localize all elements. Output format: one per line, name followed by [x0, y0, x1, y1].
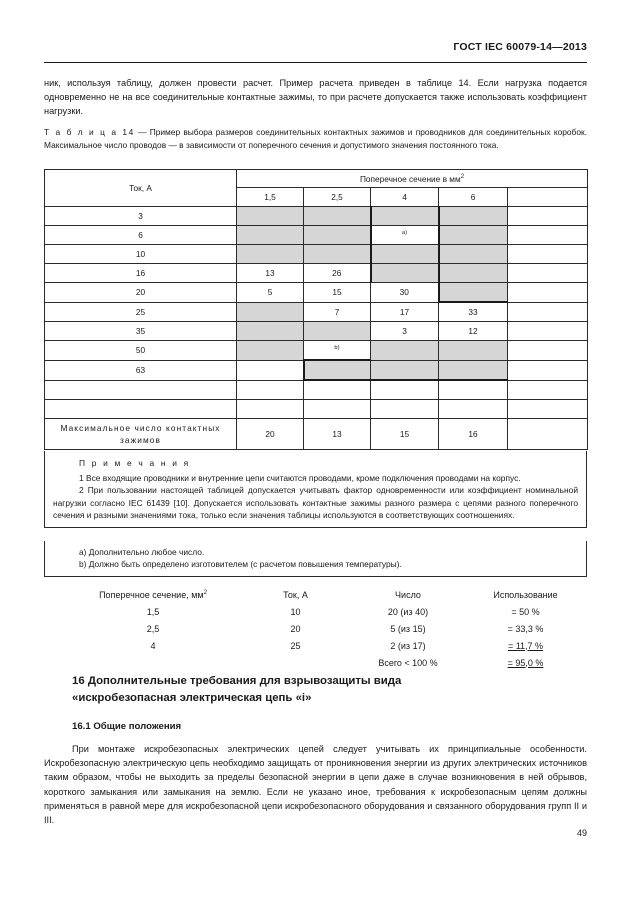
calc-row: [58, 603, 578, 620]
calc-total-usage: [473, 654, 578, 671]
calc-cell-current: 25: [290, 640, 301, 651]
cell-count: [508, 226, 588, 245]
cell-count: [508, 322, 588, 341]
calc-header-section-text: Поперечное сечение, мм: [99, 589, 204, 600]
calc-header-count: Число: [395, 589, 421, 600]
cell-count: [237, 341, 304, 361]
underlined-value: = 11,7 %: [507, 640, 544, 651]
cell-current: 10: [45, 245, 237, 264]
cell-count: [439, 283, 508, 303]
cell-count: [508, 207, 588, 226]
cell-count: [371, 360, 439, 380]
cell-count: [439, 264, 508, 283]
clamp-size-table: [44, 169, 588, 450]
max-clamps-label: Максимальное число контактных зажимов: [45, 419, 237, 450]
intro-paragraph: ник, используя таблицу, должен провести расчет. Пример расчета приведен в таблице 14. Если нагрузка подается одновременно не на все соединительные контактные зажимы, то при расчете допускается также использовать коэффициент нагрузки.: [44, 78, 587, 117]
underlined-value: = 95,0 %: [507, 657, 544, 668]
cell-current: 3: [45, 207, 237, 226]
cell-count: 7: [304, 302, 371, 322]
header-divider: [44, 62, 587, 63]
section-heading: [72, 673, 587, 707]
cell-current: 20: [45, 283, 237, 303]
table-row: [45, 360, 588, 380]
header-section-col-2: 4: [371, 188, 439, 207]
max-clamps-value: 20: [237, 419, 304, 450]
note-item: 2 При пользовании настоящей таблицей допускается учитывать фактор одновременности или коэффициент номинальной нагрузки согласно IEC 61439 [10]. Допускается использовать контактные зажимы разного размера с цепями разного поперечного сечения и разными значениями тока, только если значения таблицы используются в соответствующих соотношениях.: [53, 485, 578, 521]
footnote-b: b) Должно быть определено изготовителем (с расчетом повышения температуры).: [79, 559, 402, 570]
calc-cell-count: 20 (из 40): [387, 606, 429, 617]
cell-count: [371, 226, 439, 245]
calc-header-row: [58, 586, 578, 603]
cell-count: [439, 360, 508, 380]
table-row: [45, 245, 588, 264]
calc-cell-usage: = 50 %: [511, 606, 540, 617]
footnote-marker: b): [334, 345, 340, 352]
header-cross-section: [237, 170, 588, 188]
calc-cell-current: 20: [290, 623, 301, 634]
table-row: [45, 207, 588, 226]
cell-count: [508, 264, 588, 283]
calc-header-section-superscript: 2: [203, 589, 207, 596]
table-row: [45, 302, 588, 322]
cell-count: 13: [237, 264, 304, 283]
table-foot: [45, 419, 588, 450]
cell-count: [439, 207, 508, 226]
calc-cell-usage: [473, 637, 578, 654]
cell-count: [237, 207, 304, 226]
cell-current: 16: [45, 264, 237, 283]
cell-count: [508, 341, 588, 361]
cell-count: [237, 380, 304, 400]
cell-count: [304, 380, 371, 400]
calc-cell-count: 5 (из 15): [390, 623, 426, 634]
cell-current: 35: [45, 322, 237, 341]
table-row: [45, 400, 588, 419]
cell-current: [45, 400, 237, 419]
cell-current: 25: [45, 302, 237, 322]
calc-header-usage: Использование: [493, 589, 558, 600]
header-section-col-3: 6: [439, 188, 508, 207]
cell-count: [508, 283, 588, 303]
max-clamps-value: 13: [304, 419, 371, 450]
calc-cell-section: 2,5: [146, 623, 160, 634]
calc-total-spacer: [248, 654, 343, 671]
footnotes-box: [44, 541, 587, 577]
calc-total-label: Всего < 100 %: [378, 657, 438, 668]
cell-count: [237, 226, 304, 245]
cell-count: 5: [237, 283, 304, 303]
header-cross-section-text: Поперечное сечение в мм: [359, 173, 461, 184]
example-calculation-table: [58, 586, 578, 671]
cell-count: [508, 302, 588, 322]
table-header-row-1: [45, 170, 588, 188]
page-header-standard-id: ГОСТ IEC 60079-14—2013: [453, 41, 587, 53]
cell-count: [304, 360, 371, 380]
cell-count: [237, 322, 304, 341]
cell-count: [304, 341, 371, 361]
cell-count: [508, 245, 588, 264]
header-cross-section-superscript: 2: [460, 173, 465, 180]
cell-count: [439, 226, 508, 245]
cell-count: [439, 245, 508, 264]
section-heading-line-2: «искробезопасная электрическая цепь «i»: [72, 692, 312, 704]
cell-count: [304, 207, 371, 226]
cell-count: 17: [371, 302, 439, 322]
table-row: [45, 226, 588, 245]
calc-header-section: [58, 586, 248, 603]
header-section-col-1: 2,5: [304, 188, 371, 207]
table-row: [45, 341, 588, 361]
section-heading-line-1: 16 Дополнительные требования для взрывозащиты вида: [72, 675, 402, 687]
cell-count: [304, 226, 371, 245]
calc-cell-section: 1,5: [146, 606, 160, 617]
cell-count: 15: [304, 283, 371, 303]
calc-head: [58, 586, 578, 603]
max-clamps-value: 16: [439, 419, 508, 450]
table-row: [45, 283, 588, 303]
table-row: [45, 264, 588, 283]
header-section-col-4: [508, 188, 588, 207]
calc-total-spacer: [58, 654, 248, 671]
cell-count: 12: [439, 322, 508, 341]
calc-row: [58, 620, 578, 637]
calc-cell-count: 2 (из 17): [390, 640, 426, 651]
cell-count: 26: [304, 264, 371, 283]
table-caption-label: Т а б л и ц а 14: [44, 127, 135, 137]
table-caption: [44, 126, 587, 152]
calc-cell-current: 10: [290, 606, 301, 617]
cell-count: [371, 380, 439, 400]
cell-count: [439, 341, 508, 361]
cell-count: 33: [439, 302, 508, 322]
footnote-a: a) Дополнительно любое число.: [79, 547, 205, 557]
calc-header-current: Ток, А: [283, 589, 308, 600]
cell-count: [304, 322, 371, 341]
cell-current: 6: [45, 226, 237, 245]
cell-count: [304, 400, 371, 419]
cell-count: [508, 400, 588, 419]
closing-paragraph: При монтаже искробезопасных электрических цепей следует учитывать их принципиальные особенности. Искробезопасную электрическую цепь необходимо защищать от проникновения энергии из других электрических источников таким образом, чтобы не выходить за пределы безопасной энергии в цепи даже в случае возникновения в ней обрывов, короткого замыкания или замыкания на землю. Если не указано иное, требования к искробезопасным цепям должны применяться в равной мере для искробезопасной цепи искробезопасного оборудования и связанного оборудования групп II и III.: [44, 744, 587, 826]
cell-count: [508, 380, 588, 400]
cell-count: [237, 400, 304, 419]
cell-count: 3: [371, 322, 439, 341]
subsection-heading: 16.1 Общие положения: [72, 721, 182, 732]
header-section-col-0: 1,5: [237, 188, 304, 207]
cell-count: [237, 302, 304, 322]
cell-count: 30: [371, 283, 439, 303]
calc-cell-usage: = 33,3 %: [507, 623, 544, 634]
calc-cell-section: 4: [150, 640, 156, 651]
cell-count: [371, 341, 439, 361]
cell-count: [371, 400, 439, 419]
table-row: [45, 322, 588, 341]
max-clamps-row: [45, 419, 588, 450]
calc-total-row: [58, 654, 578, 671]
max-clamps-value: 15: [371, 419, 439, 450]
cell-count: [237, 245, 304, 264]
cell-count: [439, 400, 508, 419]
table-row: [45, 380, 588, 400]
cell-count: [371, 264, 439, 283]
cell-current: [45, 380, 237, 400]
cell-count: [371, 245, 439, 264]
cell-count: [237, 360, 304, 380]
note-item: 1 Все входящие проводники и внутренние цепи считаются проводами, кроме подключения проводами на корпус.: [79, 472, 521, 483]
table-caption-text: — Пример выбора размеров соединительных контактных зажимов и проводников для соединительных коробок. Максимальное число проводов — в зависимости от поперечного сечения и допустимого значения постоянного тока.: [44, 127, 587, 150]
cell-current: 50: [45, 341, 237, 361]
page-number: 49: [576, 828, 587, 838]
footnote-marker: a): [401, 230, 408, 237]
cell-count: [508, 360, 588, 380]
notes-title: П р и м е ч а н и я: [79, 458, 191, 468]
header-current: Ток, А: [45, 170, 237, 207]
calc-body: [58, 603, 578, 671]
table-head: [45, 170, 588, 207]
table-body: [45, 207, 588, 419]
cell-current: 63: [45, 360, 237, 380]
cell-count: [304, 245, 371, 264]
notes-box: [44, 451, 587, 528]
max-clamps-value: [508, 419, 588, 450]
cell-count: [439, 380, 508, 400]
cell-count: [371, 207, 439, 226]
calc-row: [58, 637, 578, 654]
